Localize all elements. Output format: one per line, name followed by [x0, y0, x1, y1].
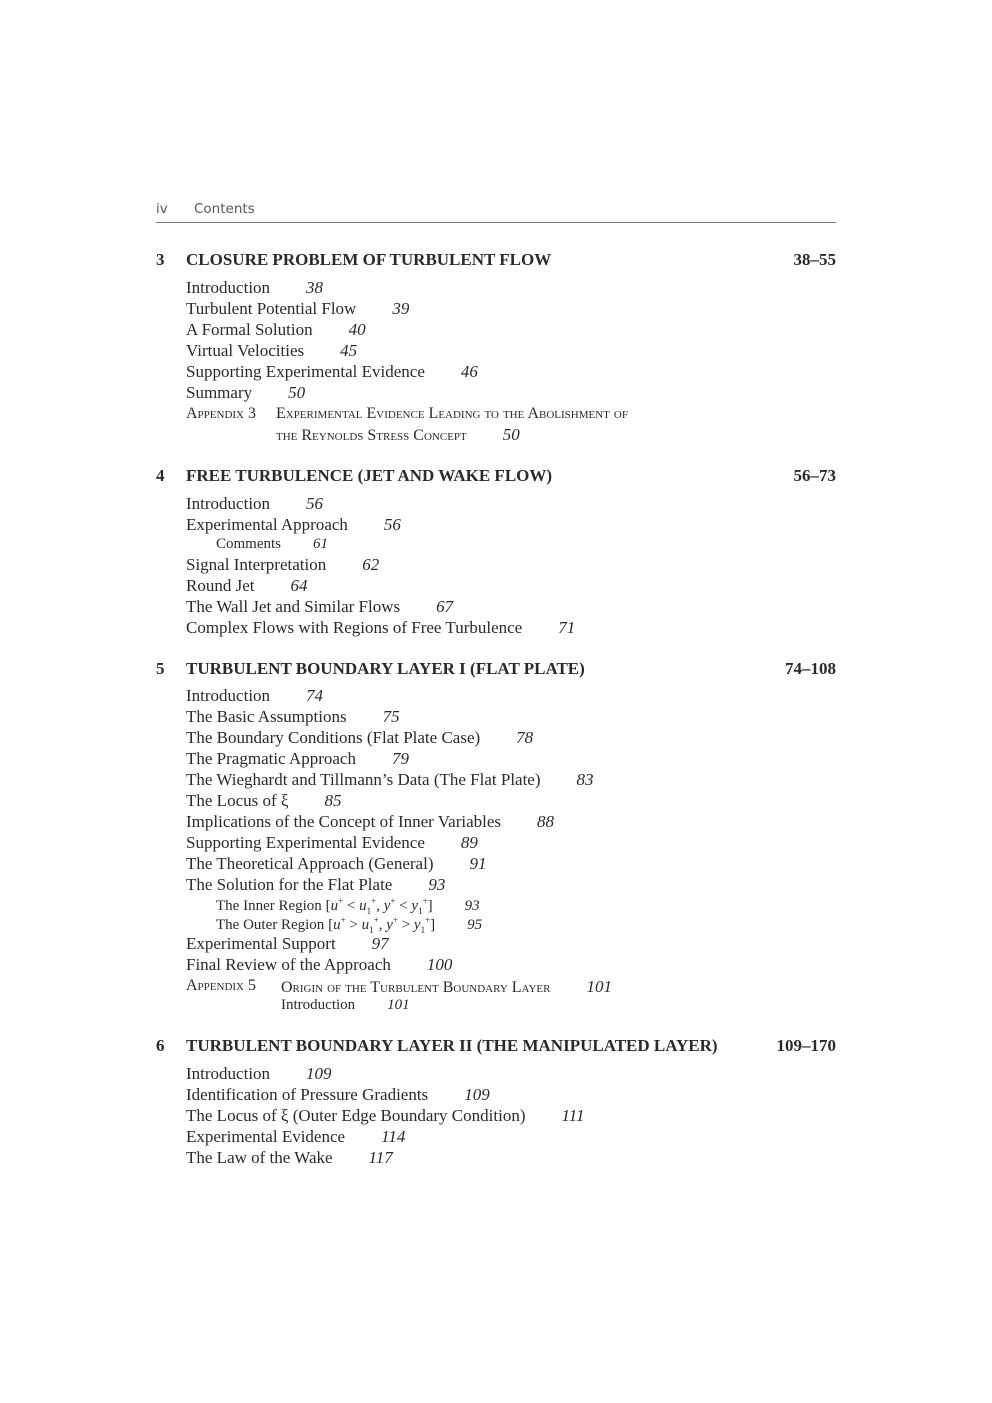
entry-title: The Solution for the Flat Plate: [186, 875, 393, 894]
toc-entry[interactable]: [186, 494, 323, 514]
toc-entry[interactable]: [186, 618, 575, 638]
chapter-title: TURBULENT BOUNDARY LAYER II (THE MANIPULATED LAYER): [186, 1036, 718, 1055]
toc-entry[interactable]: [186, 1127, 405, 1147]
entry-page: 97: [371, 934, 389, 953]
appendix-title[interactable]: Experimental Evidence Leading to the Abolishment of: [276, 405, 628, 422]
entry-page: 71: [558, 618, 576, 637]
toc-entry[interactable]: [186, 383, 305, 403]
chapter-title: TURBULENT BOUNDARY LAYER I (FLAT PLATE): [186, 659, 585, 678]
entry-page: 100: [426, 955, 453, 974]
entry-title: Introduction: [186, 686, 271, 705]
entry-page: 56: [383, 515, 401, 534]
entry-page: 50: [288, 383, 306, 402]
entry-title: Introduction: [186, 494, 271, 513]
entry-title: Summary: [186, 383, 253, 402]
entry-page: 109: [464, 1085, 490, 1104]
toc-entry[interactable]: [186, 686, 323, 706]
chapter-number: 3: [156, 250, 165, 269]
entry-page: 61: [313, 536, 329, 552]
entry-title: The Locus of ξ (Outer Edge Boundary Condition): [186, 1106, 526, 1125]
entry-page: 56: [306, 494, 324, 513]
toc-entry[interactable]: [186, 341, 357, 361]
entry-page: 93: [428, 875, 446, 894]
entry-title: The Locus of ξ: [186, 791, 289, 810]
chapter-number: 6: [156, 1036, 165, 1055]
entry-page: 93: [464, 898, 480, 914]
entry-page: 89: [460, 833, 478, 852]
toc-entry[interactable]: [186, 1085, 490, 1105]
entry-title: The Wieghardt and Tillmann’s Data (The Flat Plate): [186, 770, 541, 789]
entry-title: Round Jet: [186, 576, 255, 595]
toc-entry[interactable]: [186, 362, 478, 382]
toc-entry[interactable]: [186, 875, 445, 895]
entry-title: The Theoretical Approach (General): [186, 854, 434, 873]
entry-page: 83: [576, 770, 594, 789]
toc-entry[interactable]: [281, 977, 612, 997]
entry-title: The Inner Region: [216, 898, 322, 914]
entry-page: 95: [467, 917, 483, 933]
chapter-title: CLOSURE PROBLEM OF TURBULENT FLOW: [186, 250, 552, 269]
entry-title: Final Review of the Approach: [186, 955, 391, 974]
entry-title: Introduction: [186, 1064, 271, 1083]
entry-title: Introduction: [281, 997, 356, 1013]
entry-title: The Boundary Conditions (Flat Plate Case): [186, 728, 481, 747]
entry-page: 85: [324, 791, 342, 810]
entry-title: Experimental Evidence: [186, 1127, 346, 1146]
entry-page: 50: [502, 425, 520, 444]
toc-entry[interactable]: [186, 1106, 584, 1126]
entry-title: Complex Flows with Regions of Free Turbulence: [186, 618, 523, 637]
region-condition-formula: [$u^+ < u_1^+$, $y^+ < y_1^+$]: [325, 896, 433, 916]
entry-page: 38: [306, 278, 324, 297]
entry-title: The Law of the Wake: [186, 1148, 333, 1167]
entry-title: Turbulent Potential Flow: [186, 299, 357, 318]
toc-entry[interactable]: [186, 576, 307, 596]
entry-title: The Basic Assumptions: [186, 707, 347, 726]
entry-page: 46: [460, 362, 478, 381]
entry-page: 62: [362, 555, 380, 574]
header-rule: [156, 222, 836, 223]
entry-title: Supporting Experimental Evidence: [186, 833, 425, 852]
entry-page: 40: [348, 320, 366, 339]
toc-entry[interactable]: [186, 934, 389, 954]
entry-title: Signal Interpretation: [186, 555, 327, 574]
toc-entry[interactable]: [186, 515, 401, 535]
toc-entry[interactable]: [186, 770, 594, 790]
toc-subentry[interactable]: [281, 997, 410, 1014]
entry-page: 67: [436, 597, 454, 616]
entry-page: 88: [537, 812, 555, 831]
appendix-label: Appendix 3: [186, 405, 257, 422]
entry-title: Identification of Pressure Gradients: [186, 1085, 429, 1104]
appendix-title-continued: the Reynolds Stress Concept: [276, 427, 467, 444]
entry-page: 79: [391, 749, 409, 768]
toc-entry[interactable]: [186, 278, 323, 298]
chapter-page-range: 109–170: [776, 1036, 836, 1055]
chapter-page-range: 74–108: [785, 659, 836, 678]
toc-subentry[interactable]: [216, 915, 482, 935]
toc-entry[interactable]: [186, 955, 452, 975]
entry-page: 114: [381, 1127, 406, 1146]
running-title: Contents: [194, 201, 255, 217]
toc-subentry[interactable]: [216, 896, 480, 916]
chapter-number: 4: [156, 466, 165, 485]
entry-page: 101: [586, 977, 612, 996]
entry-page: 78: [516, 728, 534, 747]
entry-page: 74: [306, 686, 324, 705]
toc-entry[interactable]: [186, 320, 366, 340]
entry-title: Comments: [216, 536, 282, 552]
entry-title: Introduction: [186, 278, 271, 297]
entry-title: The Outer Region: [216, 917, 325, 933]
entry-title: A Formal Solution: [186, 320, 313, 339]
entry-title: Experimental Approach: [186, 515, 348, 534]
entry-page: 39: [392, 299, 410, 318]
page-label: iv: [156, 201, 168, 217]
entry-page: 109: [306, 1064, 332, 1083]
entry-page: 111: [561, 1106, 585, 1125]
toc-entry[interactable]: [186, 597, 453, 617]
chapter-page-range: 56–73: [793, 466, 836, 485]
toc-entry[interactable]: [186, 728, 533, 748]
toc-entry[interactable]: [186, 707, 400, 727]
entry-page: 101: [387, 997, 410, 1013]
entry-title: The Pragmatic Approach: [186, 749, 356, 768]
entry-page: 45: [340, 341, 358, 360]
appendix-label: Appendix 5: [186, 977, 257, 994]
entry-page: 91: [469, 854, 487, 873]
toc-entry[interactable]: [276, 425, 520, 445]
entry-page: 75: [382, 707, 400, 726]
toc-entry[interactable]: [186, 791, 341, 811]
toc-subentry[interactable]: [216, 536, 328, 553]
chapter-page-range: 38–55: [793, 250, 836, 269]
toc-entry[interactable]: [186, 1148, 393, 1168]
chapter-number: 5: [156, 659, 165, 678]
chapter-title: FREE TURBULENCE (JET AND WAKE FLOW): [186, 466, 553, 485]
toc-entry[interactable]: [186, 833, 478, 853]
toc-entry[interactable]: [186, 812, 554, 832]
entry-title: Virtual Velocities: [186, 341, 305, 360]
entry-title: Experimental Support: [186, 934, 336, 953]
appendix-title: Origin of the Turbulent Boundary Layer: [281, 979, 551, 996]
region-condition-formula: [$u^+ > u_1^+$, $y^+ > y_1^+$]: [328, 915, 436, 935]
toc-entry[interactable]: [186, 299, 409, 319]
entry-title: Implications of the Concept of Inner Variables: [186, 812, 502, 831]
toc-entry[interactable]: [186, 854, 486, 874]
toc-entry[interactable]: [186, 749, 409, 769]
toc-entry[interactable]: [186, 555, 379, 575]
entry-page: 117: [368, 1148, 393, 1167]
entry-title: Supporting Experimental Evidence: [186, 362, 425, 381]
entry-page: 64: [290, 576, 308, 595]
toc-entry[interactable]: [186, 1064, 332, 1084]
entry-title: The Wall Jet and Similar Flows: [186, 597, 401, 616]
